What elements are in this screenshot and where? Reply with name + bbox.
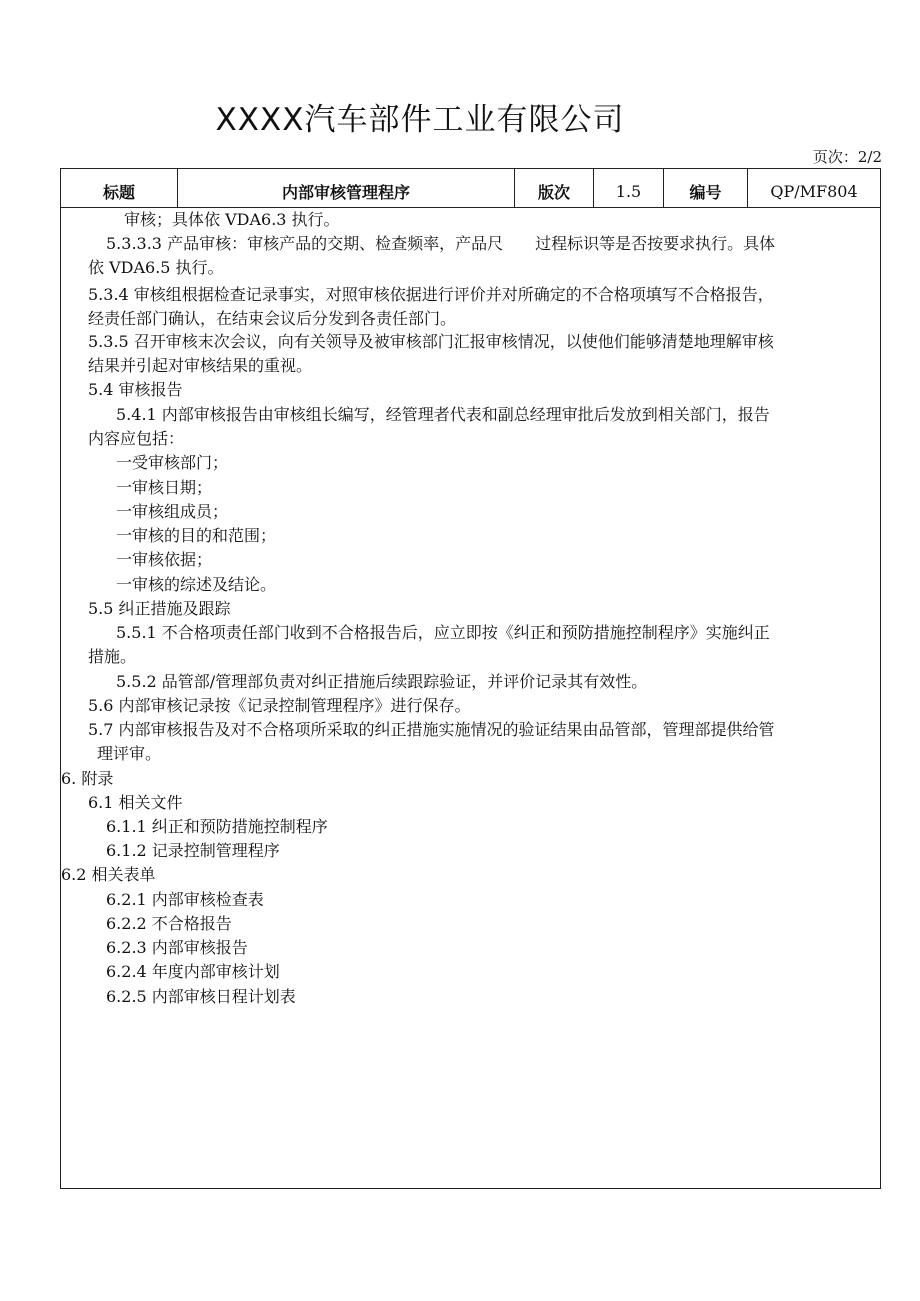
body-line: 内容应包括：: [88, 429, 185, 448]
version-value: 1.5: [594, 169, 664, 207]
body-line: 一审核的目的和范围；: [116, 526, 277, 545]
body-line: 6.1.2 记录控制管理程序: [106, 841, 280, 860]
body-line: 5.6 内部审核记录按《记录控制管理程序》进行保存。: [88, 696, 471, 715]
body-line: 5.5.2 品管部/管理部负责对纠正措施后续跟踪验证，并评价记录其有效性。: [116, 672, 648, 691]
body-line: 6.1.1 纠正和预防措施控制程序: [106, 817, 328, 836]
body-line: 6.2.5 内部审核日程计划表: [106, 987, 296, 1006]
body-line: 一审核依据；: [116, 550, 213, 569]
code-value: QP/MF804: [770, 181, 858, 201]
header-row: [61, 169, 880, 208]
document-frame: [60, 168, 881, 1189]
title-label: 标题: [61, 169, 178, 207]
body-line: 5.3.5 召开审核末次会议，向有关领导及被审核部门汇报审核情况，以使他们能够清楚地理解审核: [88, 332, 774, 351]
version-label: 版次: [515, 169, 594, 207]
body-line: 6.2 相关表单: [61, 865, 156, 884]
body-line: 一审核的综述及结论。: [116, 575, 277, 594]
company-title: XXXX汽车部件工业有限公司: [215, 102, 625, 138]
body-line: 6.2.1 内部审核检查表: [106, 890, 264, 909]
title-value: 内部审核管理程序: [178, 169, 515, 207]
body-line: 5.5 纠正措施及跟踪: [88, 599, 231, 618]
body-line: 6.2.2 不合格报告: [106, 914, 232, 933]
code-label: 编号: [664, 169, 748, 207]
body-line: 5.7 内部审核报告及对不合格项所采取的纠正措施实施情况的验证结果由品管部，管理部提供给管: [88, 720, 775, 739]
body-line: 一审核组成员；: [116, 502, 229, 521]
body-line: 6.2.3 内部审核报告: [106, 938, 248, 957]
body-line: 审核；具体依 VDA6.3 执行。: [124, 210, 340, 229]
body-line: 5.4 审核报告: [88, 380, 183, 399]
body-line: 依 VDA6.5 执行。: [88, 258, 224, 277]
body-line: 结果并引起对审核结果的重视。: [88, 356, 313, 375]
body-line: 一审核日期；: [116, 478, 213, 497]
body-line: 一受审核部门；: [116, 453, 229, 472]
body-line: 5.3.4 审核组根据检查记录事实，对照审核依据进行评价并对所确定的不合格项填写不合格报告，: [88, 285, 774, 304]
body-line: 措施。: [88, 647, 137, 666]
body-line: 6.2.4 年度内部审核计划: [106, 962, 280, 981]
body-line: 5.5.1 不合格项责任部门收到不合格报告后，应立即按《纠正和预防措施控制程序》实施纠正: [116, 623, 770, 642]
body-line: 6. 附录: [61, 769, 114, 788]
page-number: 页次：2/2: [812, 148, 882, 166]
body-line: 5.3.3.3 产品审核：审核产品的交期、检查频率，产品尺 过程标识等是否按要求执行。具体: [106, 234, 776, 253]
body-line: 6.1 相关文件: [88, 793, 183, 812]
body-line: 理评审。: [97, 744, 162, 763]
body-line: 5.4.1 内部审核报告由审核组长编写，经管理者代表和副总经理审批后发放到相关部门，报告: [116, 405, 770, 424]
body-line: 经责任部门确认，在结束会议后分发到各责任部门。: [88, 309, 457, 328]
